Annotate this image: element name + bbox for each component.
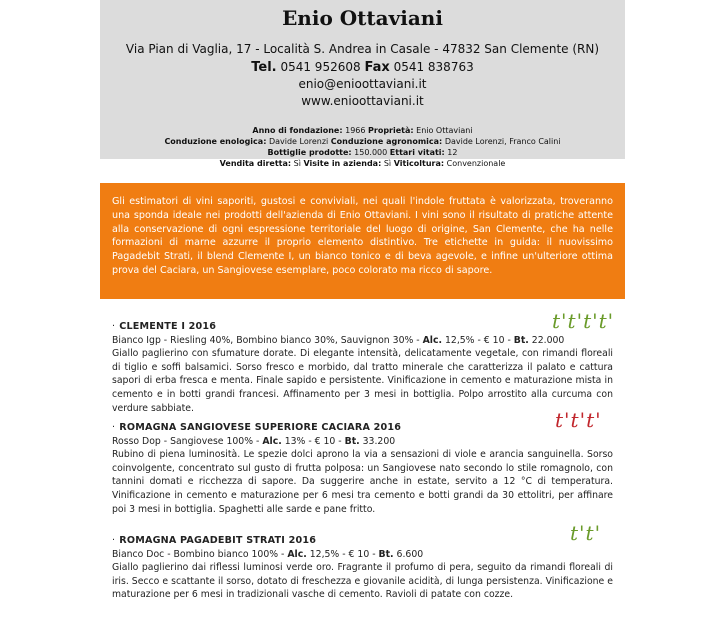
address: Via Pian di Vaglia, 17 - Località S. Andrea in Casale - 47832 San Clemente (RN) <box>125 42 600 56</box>
facts-line-4: Vendita diretta: Sì Visite in azienda: Sì Viticoltura: Convenzionale <box>219 159 506 168</box>
wine-description: Rubino di piena luminosità. Le spezie dolci aprono la via a sensazioni di viole e arancia sanguinella. Sorso coinvolgente, concentrato sul gusto di frutta polposa: un Sangiovese nato secondo lo stile romagnolo, con tannini domati e ricchezza di sapore. Da suggerire anche in estate, servito a 12 °C di temperatura. Vinificazione in cemento e maturazione per 6 mesi tra cemento e botti grandi da 30 ettolitri, per affinare poi 3 mesi in bottiglia. Spaghetti alle sarde e pane fritto. <box>112 449 613 515</box>
website-link[interactable]: www.enioottaviani.it <box>301 94 424 108</box>
rating-icon: t't' <box>570 521 602 545</box>
wine-description: Giallo paglierino dai riflessi luminosi verde oro. Fragrante il profumo di pera, seguito da rimandi floreali di iris. Secco e scattante il sorso, dotato di freschezza e giovanile acidità, di lunga persistenza. Vinificazione e maturazione per 6 mesi in tradizionali vasche di cemento. Ravioli di patate con cozze. <box>112 562 613 601</box>
wine-spec: Bianco Doc - Bombino bianco 100% - Alc. 12,5% - € 10 - Bt. 6.600 <box>112 548 424 560</box>
rating-icon: t't't' <box>555 408 602 432</box>
wine-title: · CLEMENTE I 2016 <box>112 321 217 332</box>
phone-fax <box>100 60 625 75</box>
wine-entry-clemente <box>112 320 613 415</box>
wine-spec: Rosso Dop - Sangiovese 100% - Alc. 13% - € 10 - Bt. 33.200 <box>112 435 396 447</box>
wine-description: Giallo paglierino con sfumature dorate. Di elegante intensità, delicatamente vegetale, con rimandi floreali di tiglio e soffi balsamici. Sorso fresco e morbido, dal tratto minerale che caratterizza il palato e cattura sapori di erba fresca e menta. Finale sapido e persistente. Vinificazione in cemento e maturazione mista in cemento e in botti grandi francesi. Affinamento per 3 mesi in bottiglia. Polpo arrostito alla curcuma con verdure sabbiate. <box>112 348 613 414</box>
wine-entry-pagadebit <box>112 534 613 602</box>
facts-line-1: Anno di fondazione: 1966 Proprietà: Enio Ottaviani <box>252 126 473 135</box>
rating-icon: t't't't' <box>552 309 615 333</box>
wine-spec: Bianco Igp - Riesling 40%, Bombino bianco 30%, Sauvignon 30% - Alc. 12,5% - € 10 - Bt. 22.000 <box>112 334 565 346</box>
facts-line-2: Conduzione enologica: Davide Lorenzi Conduzione agronomica: Davide Lorenzi, Franco Calini <box>164 137 561 146</box>
wine-entry-caciara <box>112 421 613 516</box>
facts-line-3: Bottiglie prodotte: 150.000 Ettari vitati: 12 <box>267 148 458 157</box>
wine-title: · ROMAGNA PAGADEBIT STRATI 2016 <box>112 535 317 546</box>
intro-text: Gli estimatori di vini saporiti, gustosi e conviviali, nei quali l'indole fruttata è valorizzata, troveranno una sponda ideale nei prodotti dell'azienda di Enio Ottaviani. I vini sono il risultato di pratiche attente alla conservazione di ogni espressione territoriale del luogo di origine, San Clemente, che ha nelle formazioni di marne azzurre il proprio elemento distintivo. Tre etichette in guida: il nuovissimo Pagadebit Strati, il blend Clemente I, un bianco tonico e di beva agevole, e infine un'ulteriore ottima prova del Caciara, un Sangiovese esemplare, poco colorato ma ricco di sapore. <box>112 196 613 276</box>
tel-label: Tel. <box>251 60 277 75</box>
winery-name: Enio Ottaviani <box>282 6 443 30</box>
tel-number: 0541 952608 <box>280 60 361 74</box>
fax-number: 0541 838763 <box>393 60 474 74</box>
wine-title: · ROMAGNA SANGIOVESE SUPERIORE CACIARA 2016 <box>112 422 402 433</box>
fax-label: Fax <box>364 60 390 75</box>
email-link[interactable]: enio@enioottaviani.it <box>298 77 427 91</box>
